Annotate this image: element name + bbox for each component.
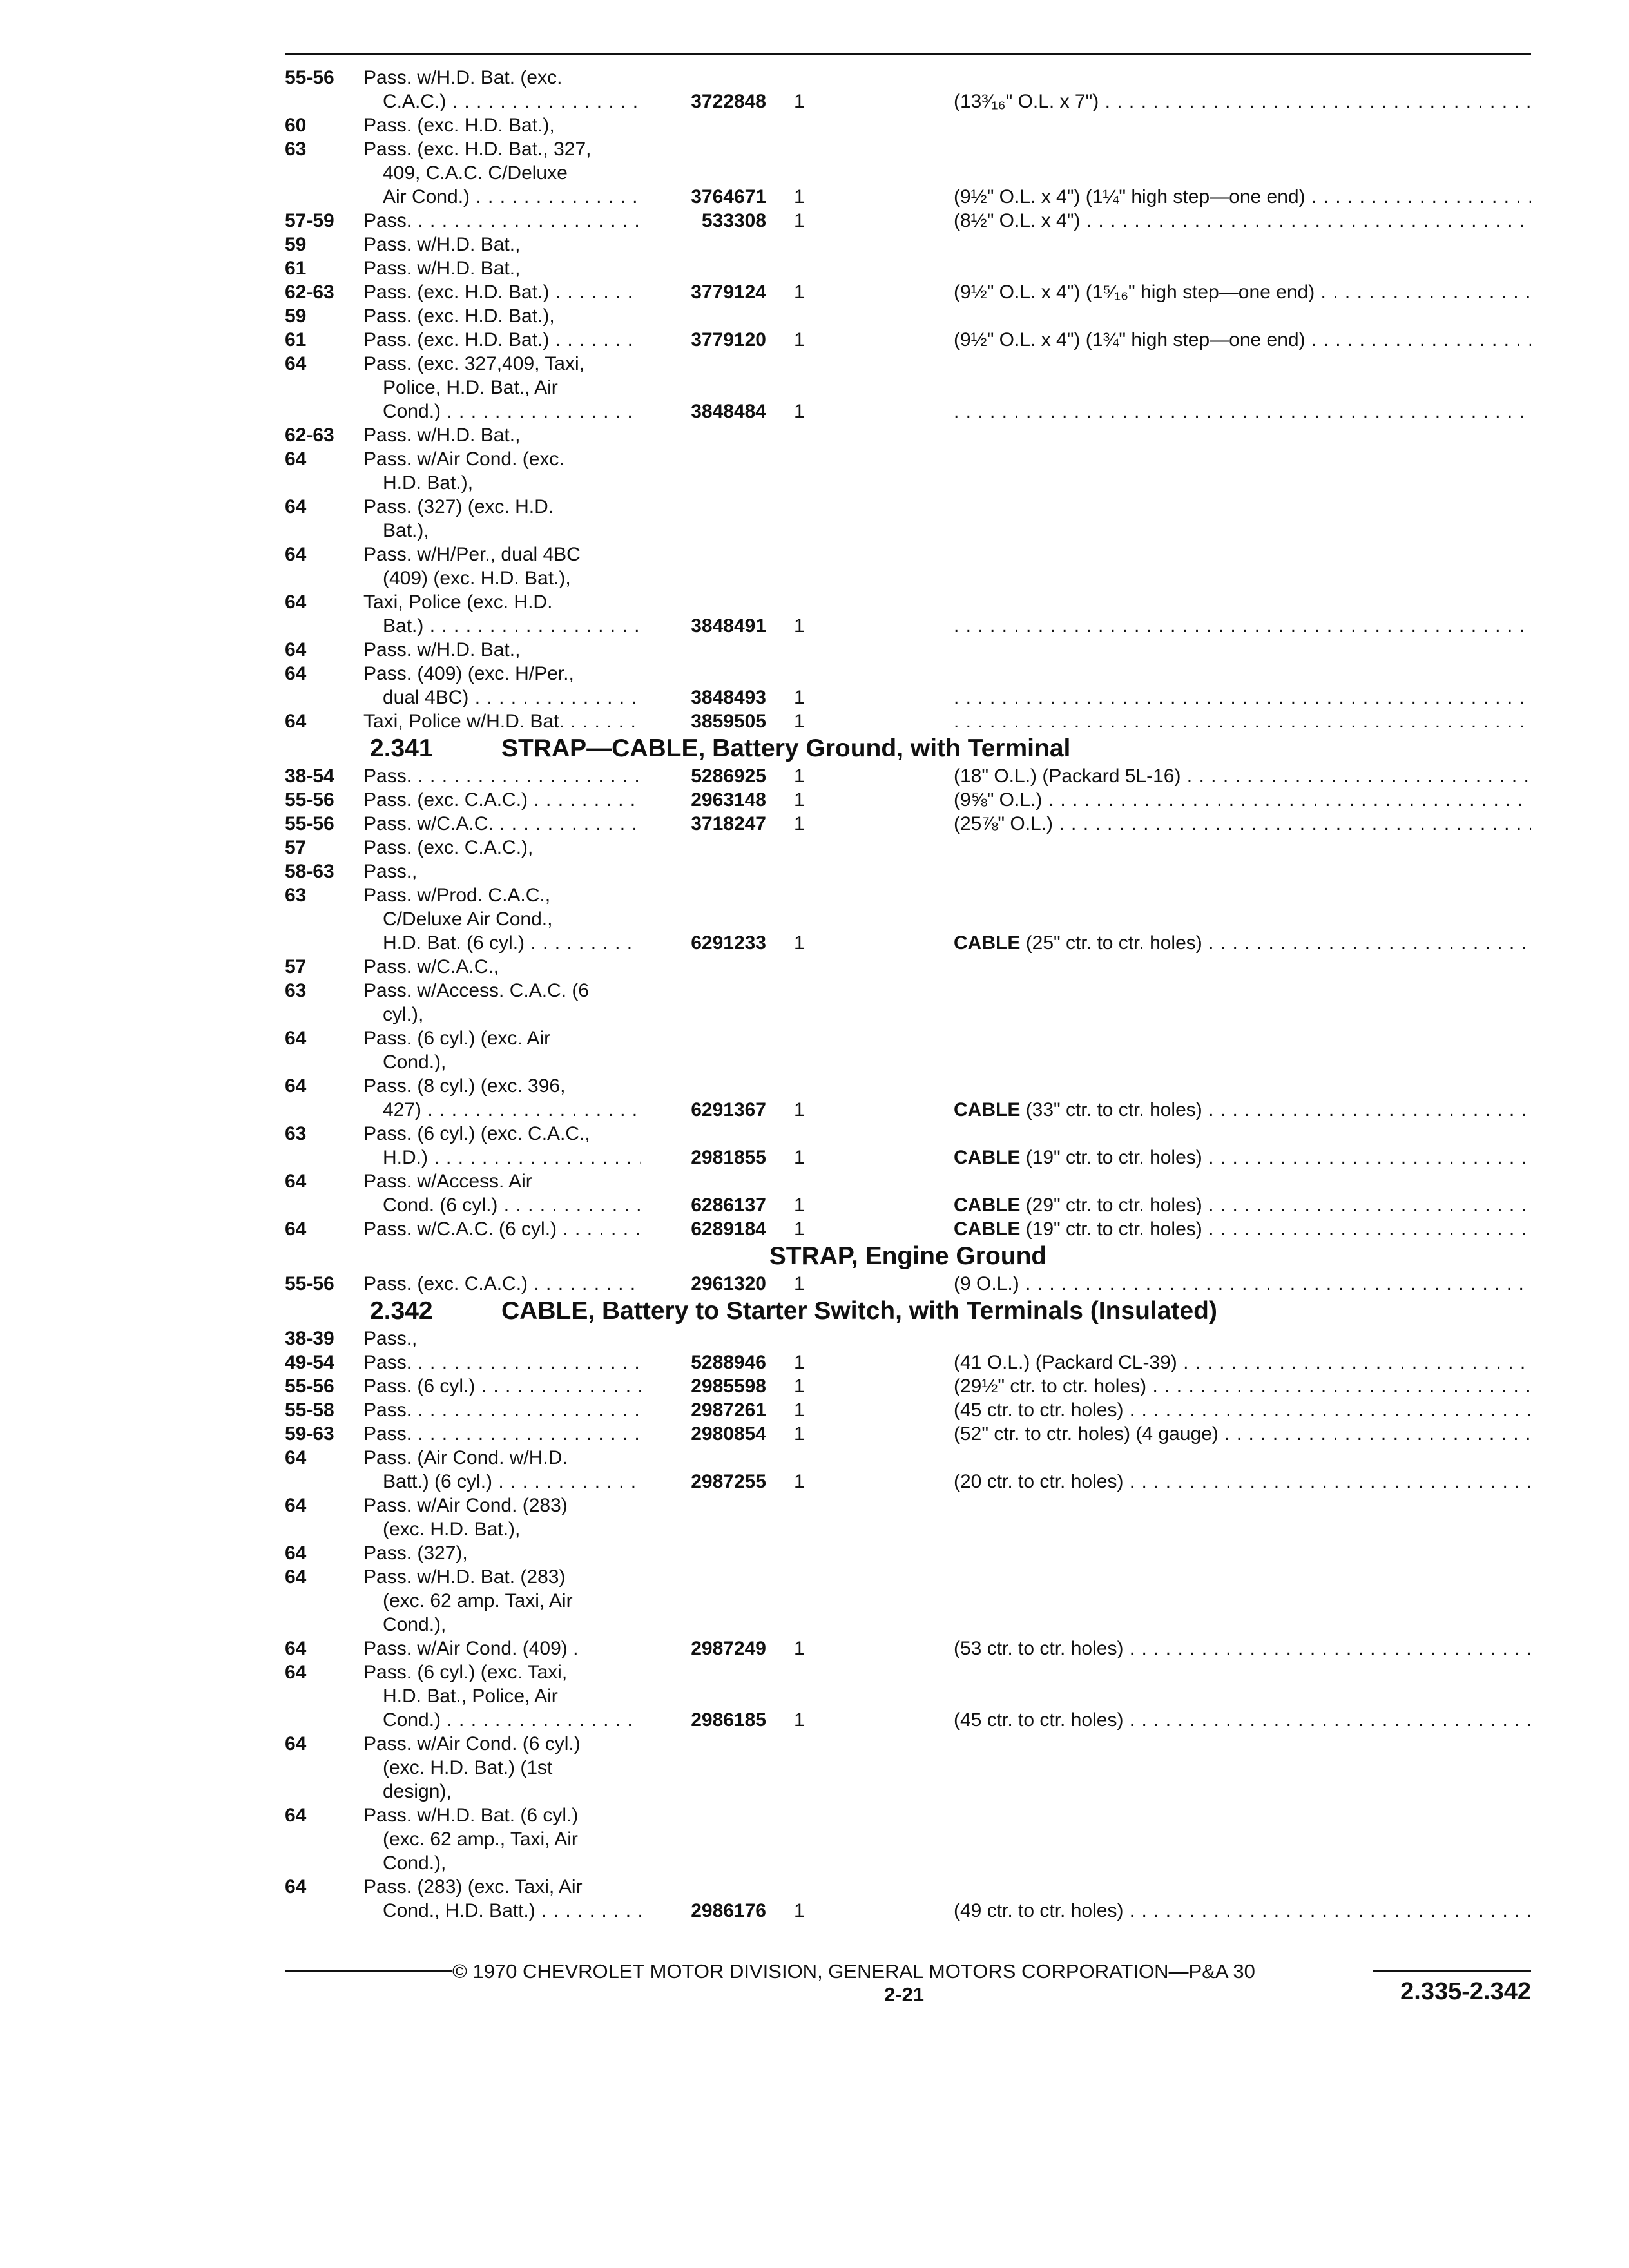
quantity: 1 — [794, 1423, 805, 1445]
part-number: 2963148 — [691, 789, 766, 811]
description: Pass. w/H.D. Bat., — [363, 234, 521, 255]
table-row — [285, 1422, 1531, 1446]
quantity: 1 — [794, 789, 805, 811]
remarks: (8½" O.L. x 4") . . . — [954, 209, 1531, 233]
model-year: 58-63 — [285, 861, 334, 882]
part-number: 3779124 — [691, 282, 766, 303]
table-row — [285, 1899, 1531, 1923]
part-number: 3718247 — [691, 813, 766, 834]
section-title: CABLE, Battery to Starter Switch, with Terminals (Insulated) — [501, 1297, 1217, 1325]
table-row — [285, 1589, 1531, 1613]
quantity: 1 — [794, 1195, 805, 1216]
description: (exc. H.D. Bat.) (1st — [383, 1757, 553, 1778]
description: Pass. (exc. H.D. Bat., 327, — [363, 139, 592, 160]
model-year: 64 — [285, 711, 307, 732]
model-year: 64 — [285, 1805, 307, 1826]
part-number: 3848491 — [691, 615, 766, 637]
remarks-label: CABLE — [954, 1099, 1021, 1120]
description: Pass. w/Air Cond. (283) — [363, 1495, 568, 1516]
quantity: 1 — [794, 210, 805, 231]
description: Pass. (exc. C.A.C.) . . . — [363, 788, 641, 812]
table-row — [285, 304, 1531, 328]
table-row — [285, 1217, 1531, 1241]
part-number: 5288946 — [691, 1352, 766, 1373]
description: Pass. . . . — [363, 209, 641, 233]
table-row — [285, 638, 1531, 662]
quantity: 1 — [794, 765, 805, 787]
model-year: 55-56 — [285, 1376, 334, 1397]
model-year: 57 — [285, 837, 307, 858]
description: Pass. (409) (exc. H/Per., — [363, 663, 574, 684]
description: Pass. (6 cyl.) (exc. C.A.C., — [363, 1123, 590, 1144]
part-number: 3859505 — [691, 711, 766, 732]
section-heading — [285, 1296, 1531, 1327]
model-year: 61 — [285, 329, 307, 351]
description: Pass. w/Access. Air — [363, 1171, 532, 1192]
description: design), — [383, 1781, 452, 1802]
table-row — [285, 233, 1531, 256]
quantity: 1 — [794, 1273, 805, 1294]
remarks: (9½" O.L. x 4") (1¾" high step—one end) . . . — [954, 328, 1531, 352]
description: Batt.) (6 cyl.) . . . — [383, 1470, 641, 1494]
model-year: 57-59 — [285, 210, 334, 231]
remarks: (18" O.L.) (Packard 5L-16) . . . — [954, 764, 1531, 788]
table-row — [285, 662, 1531, 686]
quantity: 1 — [794, 1709, 805, 1731]
description: Taxi, Police w/H.D. Bat. . . . — [363, 709, 641, 733]
part-number: 3764671 — [691, 186, 766, 207]
quantity: 1 — [794, 1147, 805, 1168]
description: Pass., — [363, 1328, 418, 1349]
part-number: 533308 — [701, 210, 766, 231]
remarks: (29½" ctr. to ctr. holes) . . . — [954, 1374, 1531, 1398]
table-row — [285, 686, 1531, 709]
table-row — [285, 376, 1531, 399]
model-year: 64 — [285, 1662, 307, 1683]
description: (exc. 62 amp., Taxi, Air — [383, 1829, 578, 1850]
quantity: 1 — [794, 1376, 805, 1397]
quantity: 1 — [794, 687, 805, 708]
model-year: 64 — [285, 639, 307, 660]
table-row — [285, 1074, 1531, 1098]
description: Pass. (8 cyl.) (exc. 396, — [363, 1075, 566, 1097]
description: Bat.) . . . — [383, 614, 641, 638]
description: Cond. (6 cyl.) . . . — [383, 1193, 641, 1217]
description: Pass. w/H.D. Bat., — [363, 639, 521, 660]
table-row — [285, 566, 1531, 590]
model-year: 64 — [285, 1028, 307, 1049]
description: (exc. H.D. Bat.), — [383, 1519, 521, 1540]
quantity: 1 — [794, 615, 805, 637]
part-number: 6291367 — [691, 1099, 766, 1120]
table-row — [285, 1875, 1531, 1899]
table-row — [285, 1756, 1531, 1780]
section-number: 2.342 — [370, 1297, 433, 1325]
model-year: 55-58 — [285, 1399, 334, 1421]
table-row — [285, 1169, 1531, 1193]
table-row — [285, 1780, 1531, 1803]
model-year: 64 — [285, 448, 307, 470]
description: Pass. (exc. C.A.C.), — [363, 837, 534, 858]
table-row — [285, 1098, 1531, 1122]
description: H.D. Bat.), — [383, 472, 474, 494]
table-row — [285, 614, 1531, 638]
description: Police, H.D. Bat., Air — [383, 377, 558, 398]
model-year: 38-54 — [285, 765, 334, 787]
model-year: 64 — [285, 1733, 307, 1754]
model-year: 64 — [285, 1876, 307, 1898]
description: Taxi, Police (exc. H.D. — [363, 591, 553, 613]
description: Cond.) . . . — [383, 1708, 641, 1732]
description: Cond.), — [383, 1852, 447, 1874]
model-year: 64 — [285, 1447, 307, 1468]
section-heading — [285, 733, 1531, 764]
table-row — [285, 113, 1531, 137]
table-row — [285, 209, 1531, 233]
model-year: 49-54 — [285, 1352, 334, 1373]
part-number: 5286925 — [691, 765, 766, 787]
quantity: 1 — [794, 1471, 805, 1492]
model-year: 55-56 — [285, 789, 334, 811]
table-row — [285, 860, 1531, 883]
quantity: 1 — [794, 813, 805, 834]
table-row — [285, 883, 1531, 907]
table-row — [285, 1374, 1531, 1398]
description: Cond., H.D. Batt.) . . . — [383, 1899, 641, 1923]
table-row — [285, 423, 1531, 447]
model-year: 64 — [285, 544, 307, 565]
description: C.A.C.) . . . — [383, 90, 641, 113]
part-number: 2981855 — [691, 1147, 766, 1168]
subsection-title: STRAP, Engine Ground — [769, 1242, 1047, 1270]
description: Pass. (6 cyl.) . . . — [363, 1374, 641, 1398]
description: Pass. . . . — [363, 1398, 641, 1422]
table-row — [285, 543, 1531, 566]
remarks: (9½" O.L. x 4") (1⁵⁄₁₆" high step—one end) . . . — [954, 280, 1531, 304]
description: Cond.) . . . — [383, 399, 641, 423]
table-row — [285, 66, 1531, 90]
description: Pass. (327) (exc. H.D. — [363, 496, 554, 517]
model-year: 63 — [285, 980, 307, 1001]
table-row — [285, 1050, 1531, 1074]
part-number: 2961320 — [691, 1273, 766, 1294]
table-row — [285, 1565, 1531, 1589]
top-rule — [285, 53, 1531, 55]
table-row — [285, 1470, 1531, 1494]
table-row — [285, 328, 1531, 352]
description: Cond.), — [383, 1614, 447, 1635]
remarks: CABLE (19" ctr. to ctr. holes) . . . — [954, 1217, 1531, 1241]
part-number: 3848484 — [691, 401, 766, 422]
model-year: 64 — [285, 1171, 307, 1192]
quantity: 1 — [794, 186, 805, 207]
table-row — [285, 1613, 1531, 1637]
table-row — [285, 161, 1531, 185]
description: Pass. (exc. H.D. Bat.) . . . — [363, 328, 641, 352]
table-row — [285, 1517, 1531, 1541]
table-row — [285, 1146, 1531, 1169]
description: Pass. w/Prod. C.A.C., — [363, 885, 551, 906]
quantity: 1 — [794, 1900, 805, 1921]
part-number: 6289184 — [691, 1218, 766, 1240]
remarks: (45 ctr. to ctr. holes) . . . — [954, 1708, 1531, 1732]
table-row — [285, 495, 1531, 519]
model-year: 38-39 — [285, 1328, 334, 1349]
model-year: 64 — [285, 1566, 307, 1588]
model-year: 64 — [285, 663, 307, 684]
table-row — [285, 1851, 1531, 1875]
model-year: 64 — [285, 1495, 307, 1516]
table-row — [285, 1827, 1531, 1851]
description: Pass. w/C.A.C. . . . — [363, 812, 641, 836]
table-row — [285, 399, 1531, 423]
table-row — [285, 352, 1531, 376]
description: Pass. (exc. C.A.C.) . . . — [363, 1272, 641, 1296]
quantity: 1 — [794, 282, 805, 303]
part-number: 6286137 — [691, 1195, 766, 1216]
page-footer — [285, 1960, 1531, 2028]
model-year: 59 — [285, 305, 307, 327]
remarks — [954, 709, 1531, 733]
remarks: (20 ctr. to ctr. holes) . . . — [954, 1470, 1531, 1494]
remarks: (41 O.L.) (Packard CL-39) . . . — [954, 1350, 1531, 1374]
quantity: 1 — [794, 1399, 805, 1421]
description: Pass. (6 cyl.) (exc. Air — [363, 1028, 551, 1049]
table-row — [285, 1122, 1531, 1146]
table-row — [285, 1660, 1531, 1684]
description: Pass. (327), — [363, 1542, 468, 1564]
table-row — [285, 590, 1531, 614]
remarks — [954, 686, 1531, 709]
model-year: 62-63 — [285, 282, 334, 303]
description: Pass. w/Air Cond. (exc. — [363, 448, 564, 470]
description: Pass. w/H.D. Bat. (6 cyl.) — [363, 1805, 579, 1826]
quantity: 1 — [794, 1218, 805, 1240]
model-year: 60 — [285, 115, 307, 136]
table-row — [285, 812, 1531, 836]
description: Pass. (6 cyl.) (exc. Taxi, — [363, 1662, 568, 1683]
table-row — [285, 1193, 1531, 1217]
model-year: 64 — [285, 1542, 307, 1564]
description: dual 4BC) . . . — [383, 686, 641, 709]
remarks: (49 ctr. to ctr. holes) . . . — [954, 1899, 1531, 1923]
table-row — [285, 185, 1531, 209]
description: Pass. (Air Cond. w/H.D. — [363, 1447, 568, 1468]
part-number: 6291233 — [691, 932, 766, 954]
table-row — [285, 1003, 1531, 1026]
table-row — [285, 90, 1531, 113]
model-year: 55-56 — [285, 813, 334, 834]
table-row — [285, 1026, 1531, 1050]
table-row — [285, 764, 1531, 788]
model-year: 64 — [285, 1075, 307, 1097]
table-row — [285, 137, 1531, 161]
description: Pass. (exc. H.D. Bat.), — [363, 305, 555, 327]
description: (exc. 62 amp. Taxi, Air — [383, 1590, 573, 1611]
remarks: (45 ctr. to ctr. holes) . . . — [954, 1398, 1531, 1422]
footer-rule-left — [285, 1970, 452, 1972]
part-number: 3779120 — [691, 329, 766, 351]
model-year: 64 — [285, 1638, 307, 1659]
quantity: 1 — [794, 1638, 805, 1659]
quantity: 1 — [794, 711, 805, 732]
table-row — [285, 979, 1531, 1003]
description: Pass. . . . — [363, 1422, 641, 1446]
description: Pass. w/Air Cond. (409) . — [363, 1638, 579, 1659]
part-number: 3722848 — [691, 91, 766, 112]
remarks-label: CABLE — [954, 1218, 1021, 1240]
description: Pass., — [363, 861, 418, 882]
description: C/Deluxe Air Cond., — [383, 908, 553, 930]
section-range: 2.335-2.342 — [1400, 1978, 1531, 2005]
description: H.D. Bat., Police, Air — [383, 1686, 558, 1707]
model-year: 61 — [285, 258, 307, 279]
footer-rule-right — [1373, 1970, 1531, 1972]
description: Pass. w/H.D. Bat., — [363, 425, 521, 446]
description: Pass. w/C.A.C. (6 cyl.) . . . — [363, 1217, 641, 1241]
table-row — [285, 519, 1531, 543]
table-row — [285, 1637, 1531, 1660]
description: Pass. w/H.D. Bat., — [363, 258, 521, 279]
description: 409, C.A.C. C/Deluxe — [383, 162, 568, 184]
description: Pass. w/C.A.C., — [363, 956, 499, 977]
remarks: (9⅝" O.L.) . . . — [954, 788, 1531, 812]
table-row — [285, 788, 1531, 812]
remarks: CABLE (29" ctr. to ctr. holes) . . . — [954, 1193, 1531, 1217]
quantity: 1 — [794, 329, 805, 351]
model-year: 59 — [285, 234, 307, 255]
description: 427) . . . — [383, 1098, 641, 1122]
description: Cond.), — [383, 1052, 447, 1073]
remarks-label: CABLE — [954, 1147, 1021, 1168]
table-row — [285, 1446, 1531, 1470]
quantity: 1 — [794, 1352, 805, 1373]
model-year: 63 — [285, 139, 307, 160]
table-row — [285, 280, 1531, 304]
table-row — [285, 1803, 1531, 1827]
remarks: (9 O.L.) . . . — [954, 1272, 1531, 1296]
description: Pass. (283) (exc. Taxi, Air — [363, 1876, 583, 1898]
remarks: CABLE (19" ctr. to ctr. holes) . . . — [954, 1146, 1531, 1169]
description: Pass. w/H.D. Bat. (283) — [363, 1566, 566, 1588]
description: Pass. . . . — [363, 764, 641, 788]
remarks: (9½" O.L. x 4") (1¼" high step—one end) . . . — [954, 185, 1531, 209]
table-row — [285, 1398, 1531, 1422]
table-row — [285, 1732, 1531, 1756]
model-year: 64 — [285, 496, 307, 517]
remarks: (13³⁄₁₆" O.L. x 7") . . . — [954, 90, 1531, 113]
remarks: CABLE (25" ctr. to ctr. holes) . . . — [954, 931, 1531, 955]
model-year: 57 — [285, 956, 307, 977]
part-number: 2986176 — [691, 1900, 766, 1921]
model-year: 62-63 — [285, 425, 334, 446]
description: Bat.), — [383, 520, 429, 541]
model-year: 63 — [285, 1123, 307, 1144]
footer-copyright: © 1970 CHEVROLET MOTOR DIVISION, GENERAL MOTORS CORPORATION—P&A 30 — [452, 1960, 1255, 1983]
remarks — [954, 399, 1531, 423]
remarks-label: CABLE — [954, 932, 1021, 954]
description: Pass. w/Access. C.A.C. (6 — [363, 980, 590, 1001]
section-number: 2.341 — [370, 735, 433, 762]
part-number: 2987261 — [691, 1399, 766, 1421]
table-row — [285, 1684, 1531, 1708]
description: H.D.) . . . — [383, 1146, 641, 1169]
description: cyl.), — [383, 1004, 424, 1025]
model-year: 64 — [285, 1218, 307, 1240]
description: Pass. (exc. 327,409, Taxi, — [363, 353, 584, 374]
remarks: (52" ctr. to ctr. holes) (4 gauge) . . . — [954, 1422, 1531, 1446]
table-row — [285, 1327, 1531, 1350]
table-row — [285, 709, 1531, 733]
description: Pass. w/H.D. Bat. (exc. — [363, 67, 563, 88]
model-year: 63 — [285, 885, 307, 906]
description: Air Cond.) . . . — [383, 185, 641, 209]
remarks: (53 ctr. to ctr. holes) . . . — [954, 1637, 1531, 1660]
table-row — [285, 1350, 1531, 1374]
table-row — [285, 1708, 1531, 1732]
quantity: 1 — [794, 1099, 805, 1120]
parts-catalog — [285, 66, 1531, 1923]
part-number: 3848493 — [691, 687, 766, 708]
table-row — [285, 931, 1531, 955]
model-year: 59-63 — [285, 1423, 334, 1445]
table-row — [285, 1541, 1531, 1565]
part-number: 2985598 — [691, 1376, 766, 1397]
remarks: CABLE (33" ctr. to ctr. holes) . . . — [954, 1098, 1531, 1122]
table-row — [285, 1494, 1531, 1517]
part-number: 2980854 — [691, 1423, 766, 1445]
description: Pass. . . . — [363, 1350, 641, 1374]
description: (409) (exc. H.D. Bat.), — [383, 568, 571, 589]
remarks: (25⅞" O.L.) . . . — [954, 812, 1531, 836]
model-year: 55-56 — [285, 67, 334, 88]
description: H.D. Bat. (6 cyl.) . . . — [383, 931, 641, 955]
part-number: 2987249 — [691, 1638, 766, 1659]
model-year: 64 — [285, 591, 307, 613]
page-number: 2-21 — [884, 1983, 925, 2006]
table-row — [285, 1272, 1531, 1296]
table-row — [285, 447, 1531, 471]
model-year: 55-56 — [285, 1273, 334, 1294]
quantity: 1 — [794, 932, 805, 954]
table-row — [285, 907, 1531, 931]
remarks-label: CABLE — [954, 1195, 1021, 1216]
description: Pass. w/Air Cond. (6 cyl.) — [363, 1733, 581, 1754]
table-row — [285, 836, 1531, 860]
model-year: 64 — [285, 353, 307, 374]
remarks — [954, 614, 1531, 638]
table-row — [285, 256, 1531, 280]
description: Pass. w/H/Per., dual 4BC — [363, 544, 581, 565]
part-number: 2987255 — [691, 1471, 766, 1492]
description: Pass. (exc. H.D. Bat.), — [363, 115, 555, 136]
section-title: STRAP—CABLE, Battery Ground, with Terminal — [501, 735, 1071, 762]
table-row — [285, 955, 1531, 979]
part-number: 2986185 — [691, 1709, 766, 1731]
table-row — [285, 471, 1531, 495]
description: Pass. (exc. H.D. Bat.) . . . — [363, 280, 641, 304]
quantity: 1 — [794, 401, 805, 422]
quantity: 1 — [794, 91, 805, 112]
